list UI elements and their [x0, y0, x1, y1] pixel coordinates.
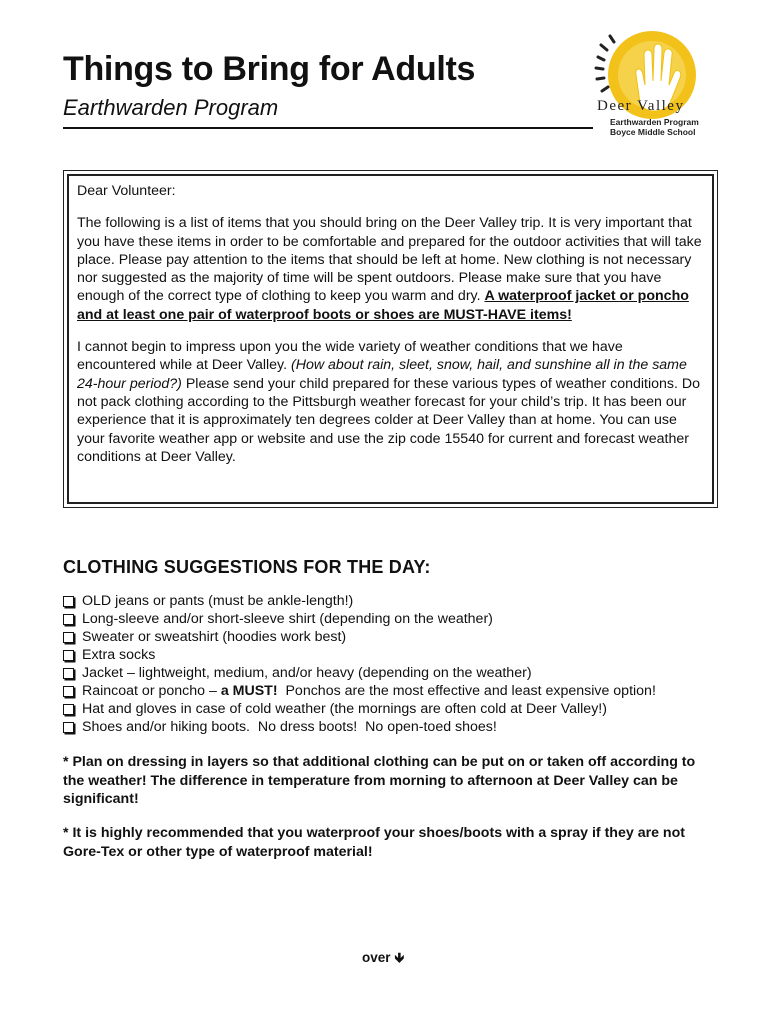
- checkbox-icon: [63, 614, 74, 625]
- note-waterproof: * It is highly recommended that you waterproof your shoes/boots with a spray if they are not Gore-Tex or other type of waterproof material!: [63, 825, 685, 860]
- list-item: [63, 718, 656, 736]
- letter-paragraph-2: [77, 338, 704, 466]
- list-item: [63, 646, 656, 664]
- list-item-text: OLD jeans or pants (must be ankle-length!): [82, 593, 354, 609]
- down-arrow-icon: 🡻: [394, 950, 405, 965]
- clothing-heading: CLOTHING SUGGESTIONS FOR THE DAY:: [63, 557, 431, 577]
- list-item: [63, 700, 656, 718]
- letter-p2-italic: (How about rain, sleet, snow, hail, and sunshine all in the same 24-hour period?): [77, 357, 687, 392]
- list-item-text: Extra socks: [82, 647, 156, 663]
- checkbox-icon: [63, 686, 74, 697]
- list-item: [63, 664, 656, 682]
- over-label: [362, 948, 404, 971]
- letter-p2-end: Please send your child prepared for these various types of weather conditions. Do not pack clothing according to the Pittsburgh weather forecast for your child’s trip. It has been our experience that it is approximately ten degrees colder at Deer Valley than at home. You can use your favorite weather app or website and use the zip code 15540 for current and forecast weather conditions at Deer Valley.: [77, 375, 701, 465]
- logo-school-line: Boyce Middle School: [610, 127, 696, 137]
- page-subtitle: Earthwarden Program: [63, 95, 279, 120]
- checkbox-icon: [63, 704, 74, 715]
- letter-box-inner: [67, 174, 714, 504]
- list-item-text: Raincoat or poncho –: [82, 683, 221, 699]
- logo-program-line: Earthwarden Program: [610, 117, 699, 127]
- list-item-text: Hat and gloves in case of cold weather (the mornings are often cold at Deer Valley!): [82, 701, 607, 717]
- letter-greeting: Dear Volunteer:: [77, 183, 176, 199]
- page-title: Things to Bring for Adults: [63, 50, 476, 88]
- note-layers: * Plan on dressing in layers so that additional clothing can be put on or taken off according to the weather! The difference in temperature from morning to afternoon at Deer Valley can be significant!: [63, 754, 696, 807]
- list-item-text: Jacket – lightweight, medium, and/or heavy (depending on the weather): [82, 665, 532, 681]
- list-item: [63, 628, 656, 646]
- list-item-text: Long-sleeve and/or short-sleeve shirt (depending on the weather): [82, 611, 493, 627]
- over-text: over: [362, 950, 391, 965]
- clothing-list: [63, 592, 656, 736]
- logo-brand-name: Deer Valley: [597, 98, 685, 114]
- letter-p2-start: I cannot begin to impress upon you the wide variety of weather conditions that we have encountered while at Deer Valley.: [77, 339, 623, 374]
- checkbox-icon: [63, 596, 74, 607]
- letter-paragraph-1: [77, 214, 704, 324]
- list-item: [63, 592, 656, 610]
- list-item-bold: a MUST!: [220, 683, 278, 699]
- checkbox-icon: [63, 632, 74, 643]
- list-item-text-after: Ponchos are the most effective and least expensive option!: [277, 683, 656, 699]
- list-item-text: Shoes and/or hiking boots. No dress boots! No open-toed shoes!: [82, 719, 497, 735]
- list-item-text: Sweater or sweatshirt (hoodies work best): [82, 629, 347, 645]
- checkbox-icon: [63, 650, 74, 661]
- checkbox-icon: [63, 722, 74, 733]
- header-divider: [63, 127, 593, 129]
- letter-p1-text: The following is a list of items that you should bring on the Deer Valley trip. It is very important that you have these items in order to be comfortable and prepared for the outdoor activities that will take place. Please pay attention to the items that should be left at home. New clothing is not necessary nor suggested as the majority of time will be spent outdoors. Please make sure that you have enough of the correct type of clothing to keep you warm and dry.: [77, 215, 702, 305]
- letter-box: [63, 170, 718, 508]
- list-item: [63, 610, 656, 628]
- letter-p1-emphasis: A waterproof jacket or poncho and at least one pair of waterproof boots or shoes are MUST-HAVE items!: [77, 288, 689, 323]
- list-item: [63, 682, 656, 700]
- checkbox-icon: [63, 668, 74, 679]
